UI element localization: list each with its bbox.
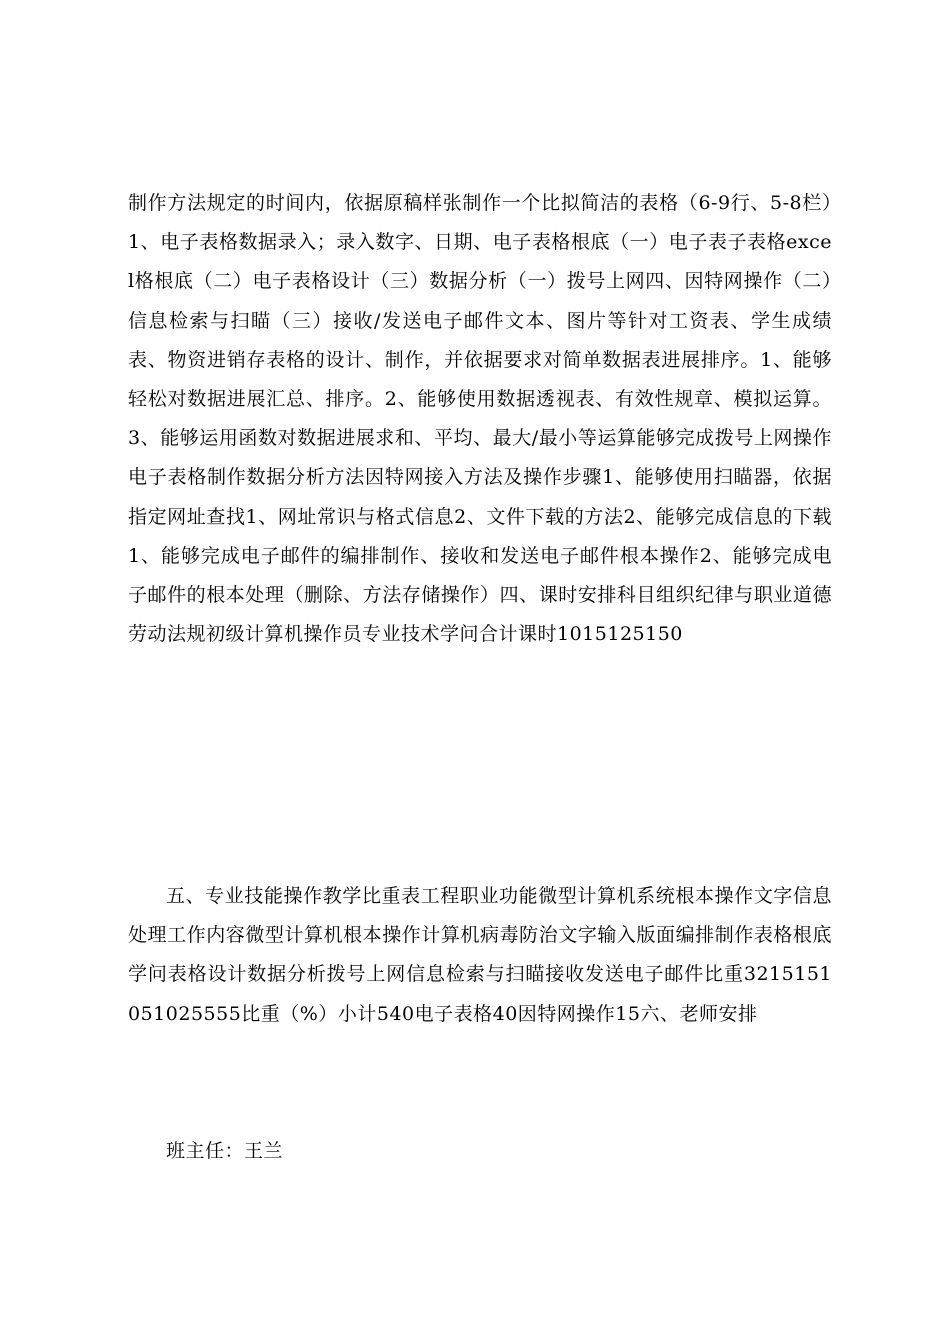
body-paragraph-1: 制作方法规定的时间内，依据原稿样张制作一个比拟简洁的表格（6-9行、5-8栏）1、电子表格数据录入；录入数字、日期、电子表格根底（一）电子表子表格excel格根底（二）电子表格设计（三）数据分析（一）拨号上网四、因特网操作（二）信息检索与扫瞄（三）接收/发送电子邮件文本、图片等针对工资表、学生成绩表、物资进销存表格的设计、制作，并依据要求对简单数据表进展排序。1、能够轻松对数据进展汇总、排序。2、能够使用数据透视表、有效性规章、模拟运算。3、能够运用函数对数据进展求和、平均、最大/最小等运算能够完成拨号上网操作电子表格制作数据分析方法因特网接入方法及操作步骤1、能够使用扫瞄器，依据指定网址查找1、网址常识与格式信息2、文件下载的方法2、能够完成信息的下载1、能够完成电子邮件的编排制作、接收和发送电子邮件根本操作2、能够完成电子邮件的根本处理（删除、方法存储操作）四、课时安排科目组织纪律与职业道德劳动法规初级计算机操作员专业技术学问合计课时1015125150 [128, 192, 832, 646]
body-paragraph-2: 五、专业技能操作教学比重表工程职业功能微型计算机系统根本操作文字信息处理工作内容微型计算机根本操作计算机病毒防治文字输入版面编排制作表格根底学问表格设计数据分析拨号上网信息检索与扫瞄接收发送电子邮件比重3215151051025555比重（%）小计540电子表格40因特网操作15六、老师安排 [128, 885, 832, 1025]
signature-line: 班主任：王兰 [166, 1140, 284, 1162]
